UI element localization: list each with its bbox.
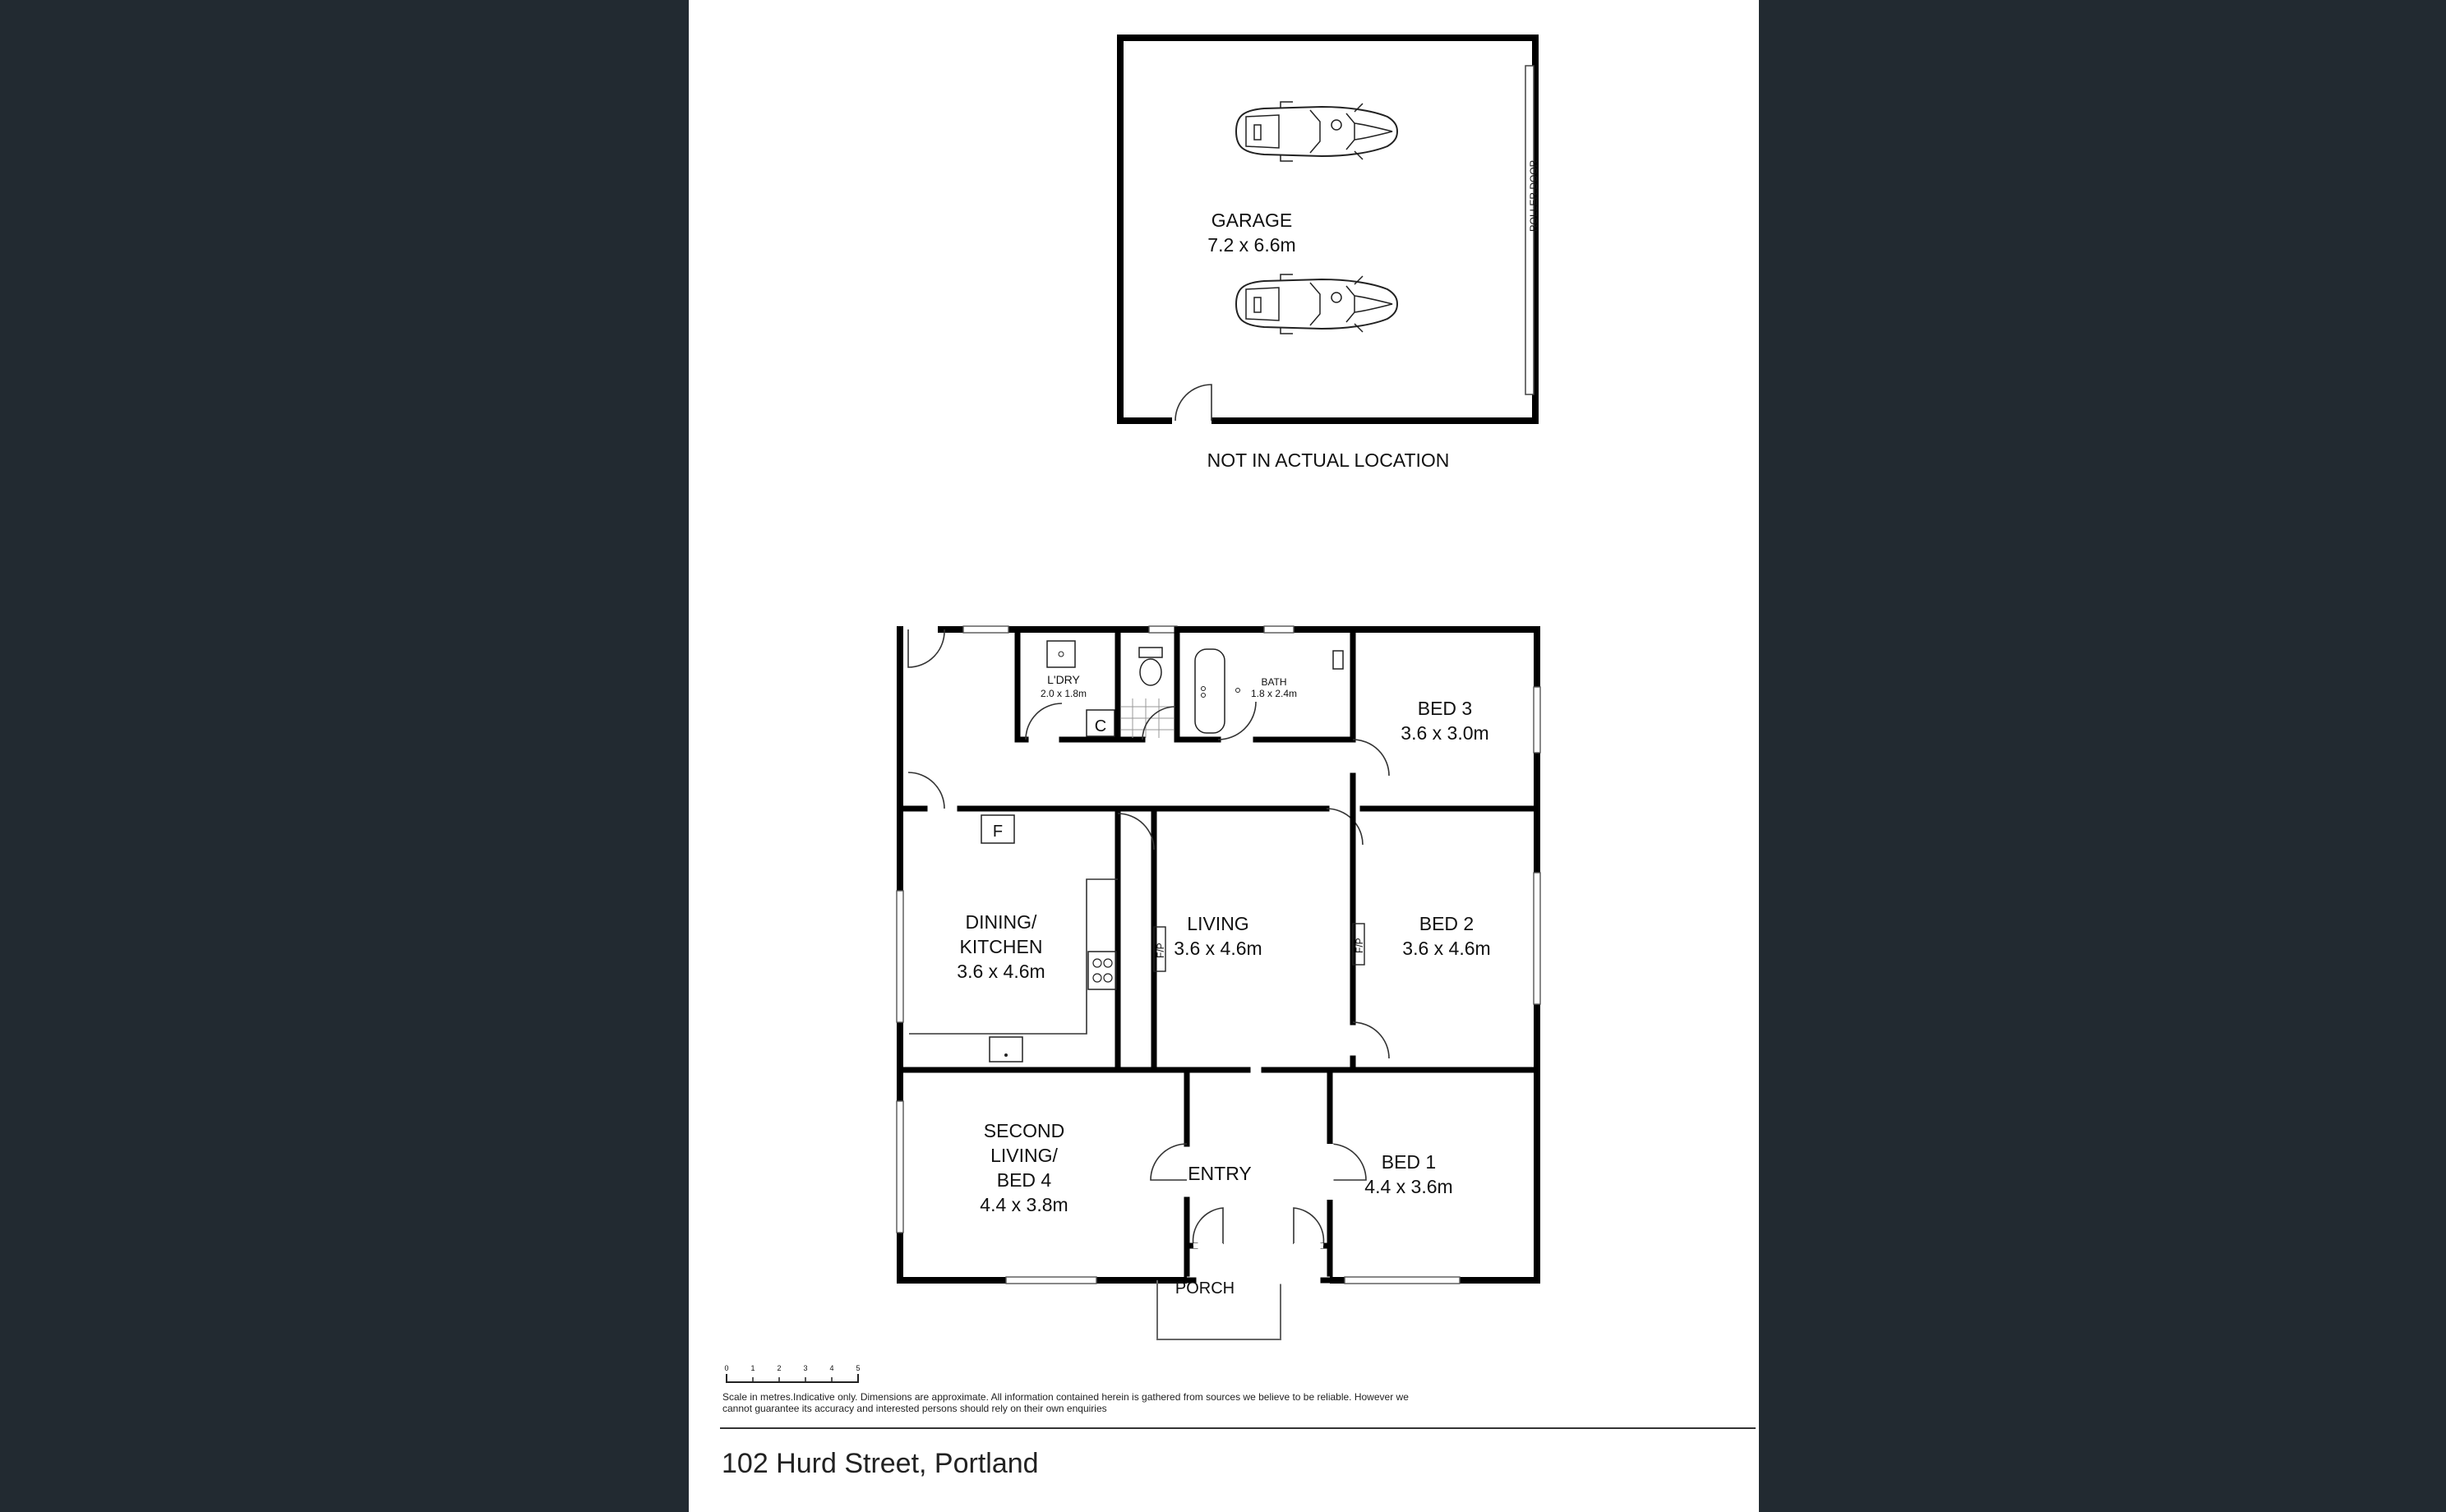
scale-tick-0: 0 bbox=[724, 1364, 729, 1372]
dining-name-1: DINING/ bbox=[965, 911, 1037, 933]
window bbox=[1149, 626, 1177, 633]
door-swing bbox=[1026, 703, 1062, 740]
entry-left-wall bbox=[1187, 1070, 1195, 1246]
garage-location-note: NOT IN ACTUAL LOCATION bbox=[1207, 449, 1450, 471]
dining-name-2: KITCHEN bbox=[959, 936, 1043, 957]
bed2-name: BED 2 bbox=[1419, 913, 1475, 934]
scale-tick-1: 1 bbox=[750, 1364, 755, 1372]
laundry-size: 2.0 x 1.8m bbox=[1040, 688, 1087, 699]
scale-tick-5: 5 bbox=[856, 1364, 861, 1372]
door-swing bbox=[908, 772, 944, 809]
scale-tick-3: 3 bbox=[803, 1364, 808, 1372]
door-swing bbox=[1353, 740, 1389, 776]
door-swing bbox=[1218, 702, 1256, 740]
second-living-name-1: SECOND bbox=[983, 1120, 1065, 1141]
door-swing bbox=[1294, 1208, 1323, 1246]
bath-name: BATH bbox=[1261, 676, 1287, 688]
entry-name: ENTRY bbox=[1188, 1163, 1252, 1184]
wc-floor-tiles bbox=[1121, 698, 1174, 738]
second-living-name-2: LIVING/ bbox=[990, 1145, 1058, 1166]
door-swing bbox=[1353, 1022, 1389, 1058]
porch-name: PORCH bbox=[1175, 1279, 1235, 1298]
door-swing bbox=[1151, 1144, 1187, 1180]
window bbox=[1006, 1277, 1096, 1284]
disclaimer-text: Scale in metres.Indicative only. Dimensions are approximate. All information contained herein is gathered from sources we believe to be reliable. However we cannot guarantee its accuracy and interested persons should rely on their own enquiries bbox=[722, 1391, 1409, 1414]
window bbox=[897, 1101, 903, 1233]
door-swing bbox=[1330, 1144, 1366, 1180]
garage-door-swing bbox=[1175, 385, 1211, 421]
bed2-size: 3.6 x 4.6m bbox=[1402, 938, 1491, 959]
scale-bar bbox=[724, 1364, 860, 1382]
window bbox=[1534, 873, 1540, 1004]
bathtub-icon bbox=[1195, 649, 1225, 733]
second-living-size: 4.4 x 3.8m bbox=[980, 1194, 1068, 1215]
laundry-name: L'DRY bbox=[1047, 673, 1080, 686]
laundry-tub-icon bbox=[1047, 641, 1075, 667]
roller-door-label: ROLLER DOOR bbox=[1528, 159, 1539, 232]
door-swing bbox=[1118, 814, 1154, 850]
window bbox=[963, 626, 1008, 633]
car-icon bbox=[1236, 274, 1397, 334]
bed1-size: 4.4 x 3.6m bbox=[1364, 1176, 1453, 1197]
property-address: 102 Hurd Street, Portland bbox=[722, 1448, 1039, 1479]
sink-icon bbox=[990, 1037, 1022, 1062]
second-living-name-3: BED 4 bbox=[996, 1169, 1052, 1191]
dining-size: 3.6 x 4.6m bbox=[957, 961, 1045, 982]
bed2-fireplace-label: F/P bbox=[1354, 938, 1365, 953]
bath-size: 1.8 x 2.4m bbox=[1250, 688, 1298, 699]
fridge-label: F bbox=[992, 823, 1004, 841]
window bbox=[1534, 687, 1540, 753]
living-name: LIVING bbox=[1187, 913, 1249, 934]
bed3-name: BED 3 bbox=[1417, 698, 1473, 719]
house bbox=[897, 626, 1540, 1339]
bed3-size: 3.6 x 3.0m bbox=[1401, 722, 1489, 744]
garage-size: 7.2 x 6.6m bbox=[1207, 234, 1296, 256]
bed1-name: BED 1 bbox=[1381, 1151, 1437, 1173]
floor-plan-sheet bbox=[689, 0, 1759, 1512]
garage bbox=[1120, 38, 1539, 471]
garage-name: GARAGE bbox=[1211, 210, 1293, 231]
cupboard-label: C bbox=[1094, 717, 1107, 735]
living-fireplace-label: F/P bbox=[1155, 943, 1166, 958]
scale-tick-4: 4 bbox=[829, 1364, 834, 1372]
window bbox=[897, 891, 903, 1022]
scale-tick-2: 2 bbox=[777, 1364, 782, 1372]
cooktop-icon bbox=[1088, 952, 1116, 989]
toilet-icon bbox=[1139, 648, 1162, 685]
floor-plan-drawing bbox=[689, 0, 1759, 1397]
car-icon bbox=[1236, 102, 1397, 161]
door-swing bbox=[1193, 1208, 1223, 1246]
living-size: 3.6 x 4.6m bbox=[1174, 938, 1262, 959]
door-swing bbox=[1327, 809, 1363, 845]
rear-door-swing bbox=[908, 629, 944, 667]
window bbox=[1345, 1277, 1460, 1284]
window bbox=[1264, 626, 1294, 633]
garage-walls bbox=[1120, 38, 1535, 421]
footer-divider bbox=[720, 1427, 1756, 1429]
toilet-icon bbox=[1333, 651, 1343, 669]
